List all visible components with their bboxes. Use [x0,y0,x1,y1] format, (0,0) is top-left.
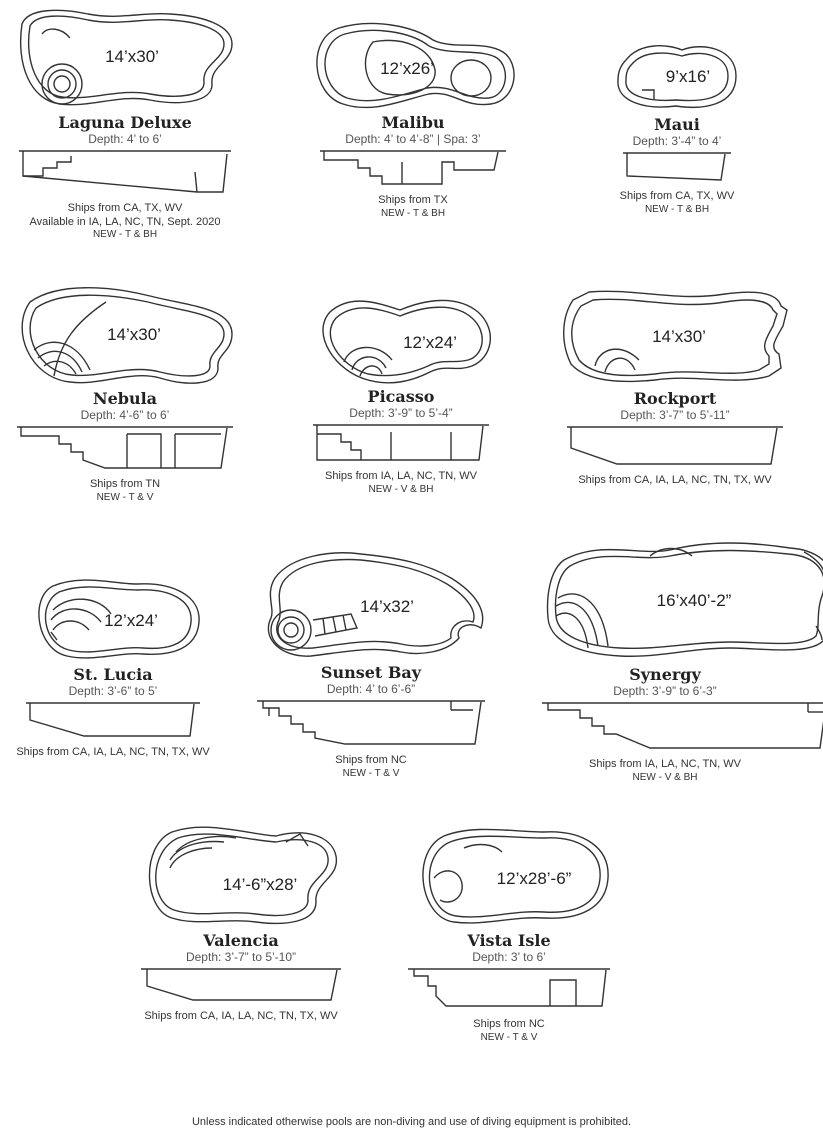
pool-card-sunset-bay [246,548,496,780]
pool-note: NEW - V & BH [368,483,434,495]
pool-name: Vista Isle [467,931,551,950]
pool-plan-outline [10,4,240,112]
pool-ships-from: Ships from CA, IA, LA, NC, TN, TX, WV [16,746,210,758]
pool-profile [311,422,491,464]
pool-name: Rockport [633,389,717,408]
pool-card-malibu [288,18,538,220]
pool-name: Laguna Deluxe [58,113,192,132]
pool-ships-from: Ships from CA, TX, WV [619,190,735,202]
pool-depth: Depth: 3’ to 6’ [472,950,546,964]
pool-ships-from: Ships from NC [473,1018,545,1030]
pool-note: NEW - T & BH [92,229,158,240]
pool-availability: Available in IA, LA, NC, TN, Sept. 2020 [29,215,221,228]
pool-depth: Depth: 3’-9” to 6’-3” [613,684,717,698]
pool-plan-outline [555,284,795,388]
pool-name: Maui [654,115,700,134]
pool-plan-outline [612,40,742,114]
pool-profile [406,966,612,1012]
pool-profile [318,148,508,188]
pool-ships-from: Ships from NC [335,754,407,766]
pool-size-label: 12’x24’ [403,333,457,352]
pool-note: NEW - V & BH [632,771,698,783]
pool-plan-outline [10,282,240,388]
pool-name: St. Lucia [73,665,153,684]
pool-note: NEW - T & BH [644,203,710,215]
pool-size-label: 12’x26’ [380,59,434,78]
pool-ships-from: Ships from CA, IA, LA, NC, TN, TX, WV [144,1010,338,1022]
pool-ships-from: Ships from IA, LA, NC, TN, WV [589,758,741,770]
pool-ships-from: Ships from IA, LA, NC, TN, WV [325,470,477,482]
pool-card-laguna-deluxe [0,4,250,241]
pool-note: NEW - T & V [342,767,400,779]
pool-depth: Depth: 3’-7” to 5’-10” [185,950,297,964]
pool-profile [540,700,823,752]
pool-plan-outline [404,822,614,930]
pool-ships-from: Ships from TN [89,478,161,490]
pool-size-label: 14’-6”x28’ [222,875,298,894]
pool-ships-from: Ships from TX [378,194,448,206]
pool-plan-outline [251,548,491,662]
pool-profile [17,148,233,196]
pool-size-label: 14’x32’ [360,597,414,616]
pool-depth: Depth: 4’-6” to 6’ [80,408,170,422]
pool-size-label: 14’x30’ [107,325,161,344]
pool-profile [621,150,733,184]
pool-card-rockport [550,284,800,488]
pool-plan-outline [136,818,346,930]
pool-ships-from: Ships from CA, IA, LA, NC, TN, TX, WV [578,474,772,486]
pool-plan-outline [306,294,496,386]
pool-size-label: 16’x40’-2” [656,591,732,610]
pool-size-label: 9’x16’ [665,67,711,86]
pool-depth: Depth: 4’ to 6’ [88,132,162,146]
pool-size-label: 14’x30’ [652,327,706,346]
pool-depth: Depth: 4’ to 6’-6” [326,682,416,696]
pool-card-maui [552,40,802,216]
pool-depth: Depth: 3’-4” to 4’ [632,134,722,148]
pool-name: Nebula [92,389,158,408]
pool-profile [255,698,487,748]
pool-depth: Depth: 4’ to 4’-8” | Spa: 3’ [345,132,481,146]
pool-depth: Depth: 3’-7” to 5’-11” [620,408,730,422]
pool-card-synergy [540,536,790,784]
pool-ships-from: Ships from CA, TX, WV [67,202,183,214]
pool-profile [24,700,202,740]
pool-name: Valencia [203,931,279,950]
pool-plan-outline [303,18,523,112]
pool-card-nebula [0,282,250,504]
pool-profile [15,424,235,472]
pool-depth: Depth: 3’-9” to 5’-4” [349,406,453,420]
pool-name: Malibu [381,113,445,132]
pool-size-label: 14’x30’ [105,47,159,66]
pool-card-valencia [116,818,366,1024]
pool-note: NEW - T & V [96,491,154,503]
pool-depth: Depth: 3’-6” to 5’ [68,684,158,698]
pool-card-vista-isle [384,822,634,1044]
pool-profile [565,424,785,468]
pool-plan-outline [23,574,203,664]
pool-size-label: 12’x28’-6” [496,869,572,888]
pool-note: NEW - T & V [480,1031,538,1043]
pool-card-st-lucia [0,574,238,760]
pool-name: Picasso [367,387,435,406]
disclaimer-footer: Unless indicated otherwise pools are non-diving and use of diving equipment is prohibited. [191,1116,632,1128]
pool-card-picasso [276,294,526,496]
pool-name: Synergy [629,665,701,684]
pool-profile [139,966,343,1004]
pool-size-label: 12’x24’ [104,611,158,630]
pool-plan-outline [540,536,823,664]
pool-name: Sunset Bay [320,663,422,682]
pool-note: NEW - T & BH [380,207,446,219]
